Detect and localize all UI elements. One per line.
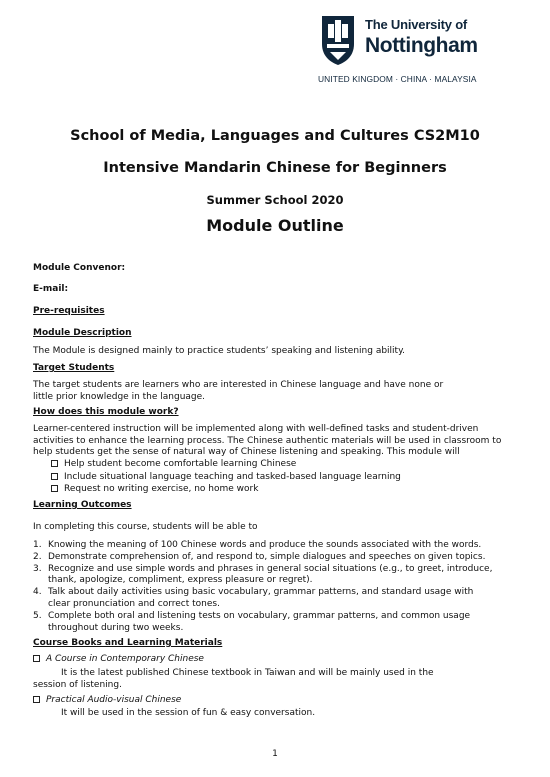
email-label: E-mail: <box>33 284 69 294</box>
checkbox-icon <box>33 655 40 662</box>
outcome-item-cont: thank, apologize, compliment, express pleasure or regret). <box>48 575 313 585</box>
book-item <box>33 694 181 706</box>
university-logo <box>318 14 518 94</box>
outcome-item-cont: clear pronunciation and correct tones. <box>48 599 220 609</box>
description-heading: Module Description <box>33 328 132 338</box>
outcome-item: 2. Demonstrate comprehension of, and respond to, simple dialogues and speeches on given topics. <box>33 552 486 562</box>
description-text: The Module is designed mainly to practice students’ speaking and listening ability. <box>33 346 405 356</box>
outcome-item-cont: throughout during two weeks. <box>48 623 184 633</box>
logo-tagline: UNITED KINGDOM · CHINA · MALAYSIA <box>318 74 477 84</box>
book-title: A Course in Contemporary Chinese <box>46 654 204 664</box>
target-line-2: little prior knowledge in the language. <box>33 392 206 402</box>
term-title: Summer School 2020 <box>206 193 344 207</box>
how-bullet <box>51 458 296 470</box>
outcome-item: 4. Talk about daily activities using basic vocabulary, grammar patterns, and standard usage with <box>33 587 474 597</box>
checkbox-icon <box>51 473 58 480</box>
logo-line-1: The University of <box>365 17 468 32</box>
how-line-1: Learner-centered instruction will be implemented along with well-defined tasks and student-driven <box>33 424 479 434</box>
school-title: School of Media, Languages and Cultures CS2M10 <box>70 128 480 144</box>
module-title: Intensive Mandarin Chinese for Beginners <box>103 160 447 176</box>
how-line-3: help students get the sense of natural way of Chinese listening and speaking. This module will <box>33 447 460 457</box>
target-heading: Target Students <box>33 363 115 373</box>
checkbox-icon <box>51 485 58 492</box>
book-desc: It is the latest published Chinese textbook in Taiwan and will be mainly used in the <box>61 668 434 678</box>
logo-line-2: Nottingham <box>365 34 478 57</box>
prereq-heading: Pre-requisites <box>33 306 105 316</box>
outline-title: Module Outline <box>206 216 344 235</box>
how-bullet <box>51 483 258 495</box>
outcome-item: 1. Knowing the meaning of 100 Chinese words and produce the sounds associated with the words. <box>33 540 482 550</box>
page-number: 1 <box>272 749 278 759</box>
book-desc: It will be used in the session of fun & easy conversation. <box>61 708 316 718</box>
how-line-2: activities to enhance the learning process. The Chinese authentic materials will be used in classroom to <box>33 436 502 446</box>
book-desc: session of listening. <box>33 680 122 690</box>
how-bullet-text: Include situational language teaching and tasked-based language learning <box>64 472 401 482</box>
how-bullet-text: Request no writing exercise, no home work <box>64 484 259 494</box>
books-heading: Course Books and Learning Materials <box>33 638 223 648</box>
convenor-label: Module Convenor: <box>33 263 126 273</box>
how-bullet-text: Help student become comfortable learning Chinese <box>64 459 297 469</box>
outcomes-heading: Learning Outcomes <box>33 500 132 510</box>
university-crest-icon <box>318 14 358 66</box>
how-heading: How does this module work? <box>33 407 179 417</box>
outcome-item: 5. Complete both oral and listening tests on vocabulary, grammar patterns, and common usage <box>33 611 471 621</box>
outcomes-intro: In completing this course, students will be able to <box>33 522 258 532</box>
outcome-item: 3. Recognize and use simple words and phrases in general social situations (e.g., to greet, introduce, <box>33 564 493 574</box>
checkbox-icon <box>51 460 58 467</box>
book-title: Practical Audio-visual Chinese <box>46 695 182 705</box>
target-line-1: The target students are learners who are interested in Chinese language and have none or <box>33 380 444 390</box>
how-bullet <box>51 471 401 483</box>
checkbox-icon <box>33 696 40 703</box>
book-item <box>33 653 204 665</box>
